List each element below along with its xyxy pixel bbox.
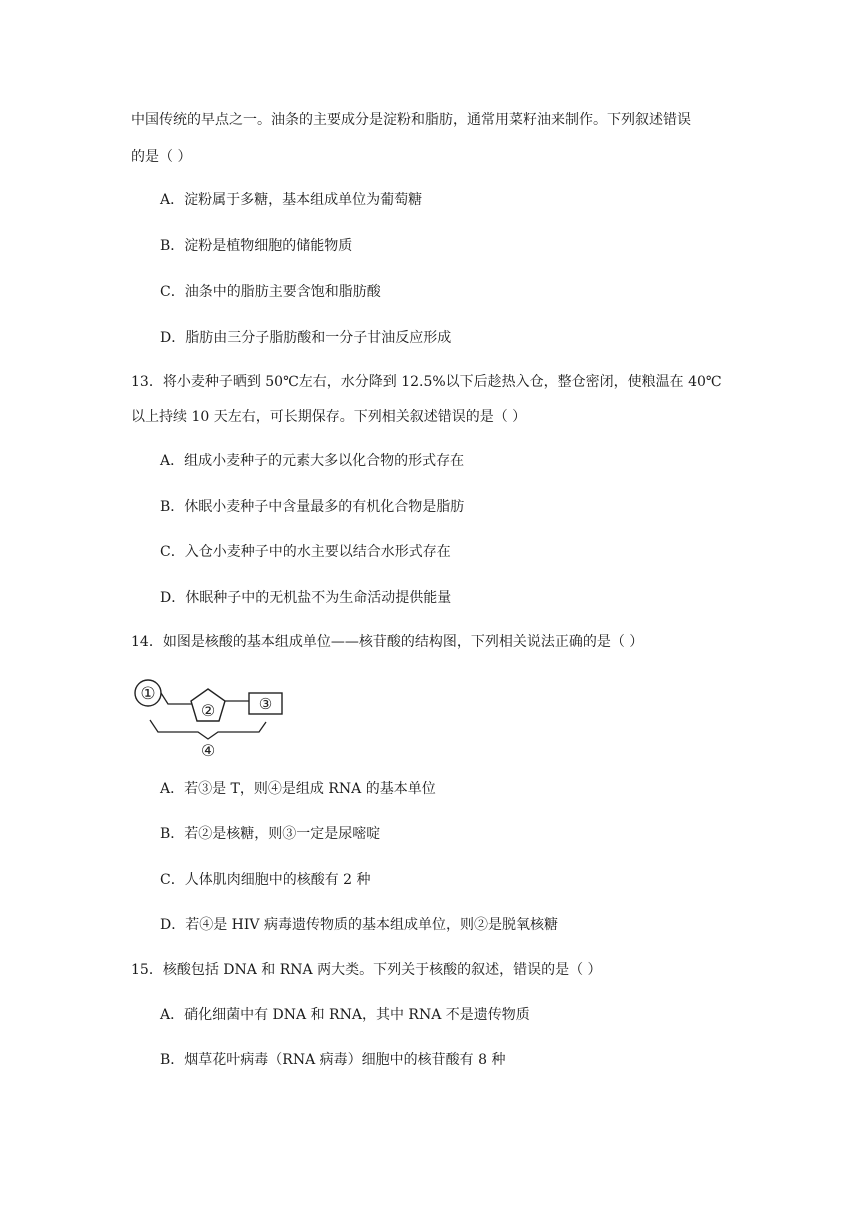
q13-option-b: B．休眠小麦种子中含量最多的有机化合物是脂肪 — [160, 499, 465, 515]
nucleotide-label: ④ — [200, 741, 216, 760]
q14-option-c: C．人体肌肉细胞中的核酸有 2 种 — [160, 872, 371, 888]
connector-phosphate-sugar — [161, 693, 192, 704]
q14-option-b: B．若②是核糖，则③一定是尿嘧啶 — [160, 826, 381, 842]
q14-option-a: A．若③是 T，则④是组成 RNA 的基本单位 — [160, 781, 436, 797]
q15-option-a: A．硝化细菌中有 DNA 和 RNA，其中 RNA 不是遗传物质 — [160, 1007, 530, 1023]
q13-option-d: D．休眠种子中的无机盐不为生命活动提供能量 — [160, 590, 452, 606]
q12-option-b: B．淀粉是植物细胞的储能物质 — [160, 238, 353, 254]
q13-stem-line2: 以上持续 10 天左右，可长期保存。下列相关叙述错误的是（ ） — [131, 409, 527, 425]
phosphate-label: ① — [140, 684, 156, 704]
nucleotide-brace — [150, 720, 266, 739]
q15-stem: 15．核酸包括 DNA 和 RNA 两大类。下列关于核酸的叙述，错误的是（ ） — [131, 962, 602, 978]
nucleotide-structure-diagram — [128, 676, 288, 760]
q13-option-a: A．组成小麦种子的元素大多以化合物的形式存在 — [160, 453, 465, 469]
pentose-label: ② — [200, 701, 216, 720]
q12-option-a: A．淀粉属于多糖，基本组成单位为葡萄糖 — [160, 192, 423, 208]
q12-option-d: D．脂肪由三分子脂肪酸和一分子甘油反应形成 — [160, 330, 452, 346]
q12-option-c: C．油条中的脂肪主要含饱和脂肪酸 — [160, 284, 381, 300]
q15-option-b: B．烟草花叶病毒（RNA 病毒）细胞中的核苷酸有 8 种 — [160, 1052, 506, 1068]
q13-option-c: C．入仓小麦种子中的水主要以结合水形式存在 — [160, 544, 451, 560]
q14-option-d: D．若④是 HIV 病毒遗传物质的基本组成单位，则②是脱氧核糖 — [160, 917, 558, 933]
q13-stem-line1: 13．将小麦种子晒到 50℃左右，水分降到 12.5%以下后趁热入仓，整仓密闭，使粮温在 40℃ — [131, 374, 722, 390]
q12-stem-line1: 中国传统的早点之一。油条的主要成分是淀粉和脂肪，通常用菜籽油来制作。下列叙述错误 — [131, 112, 691, 128]
q14-stem: 14．如图是核酸的基本组成单位——核苷酸的结构图，下列相关说法正确的是（ ） — [131, 634, 644, 650]
base-label: ③ — [258, 695, 273, 713]
q12-stem-line2: 的是（ ） — [131, 149, 192, 165]
